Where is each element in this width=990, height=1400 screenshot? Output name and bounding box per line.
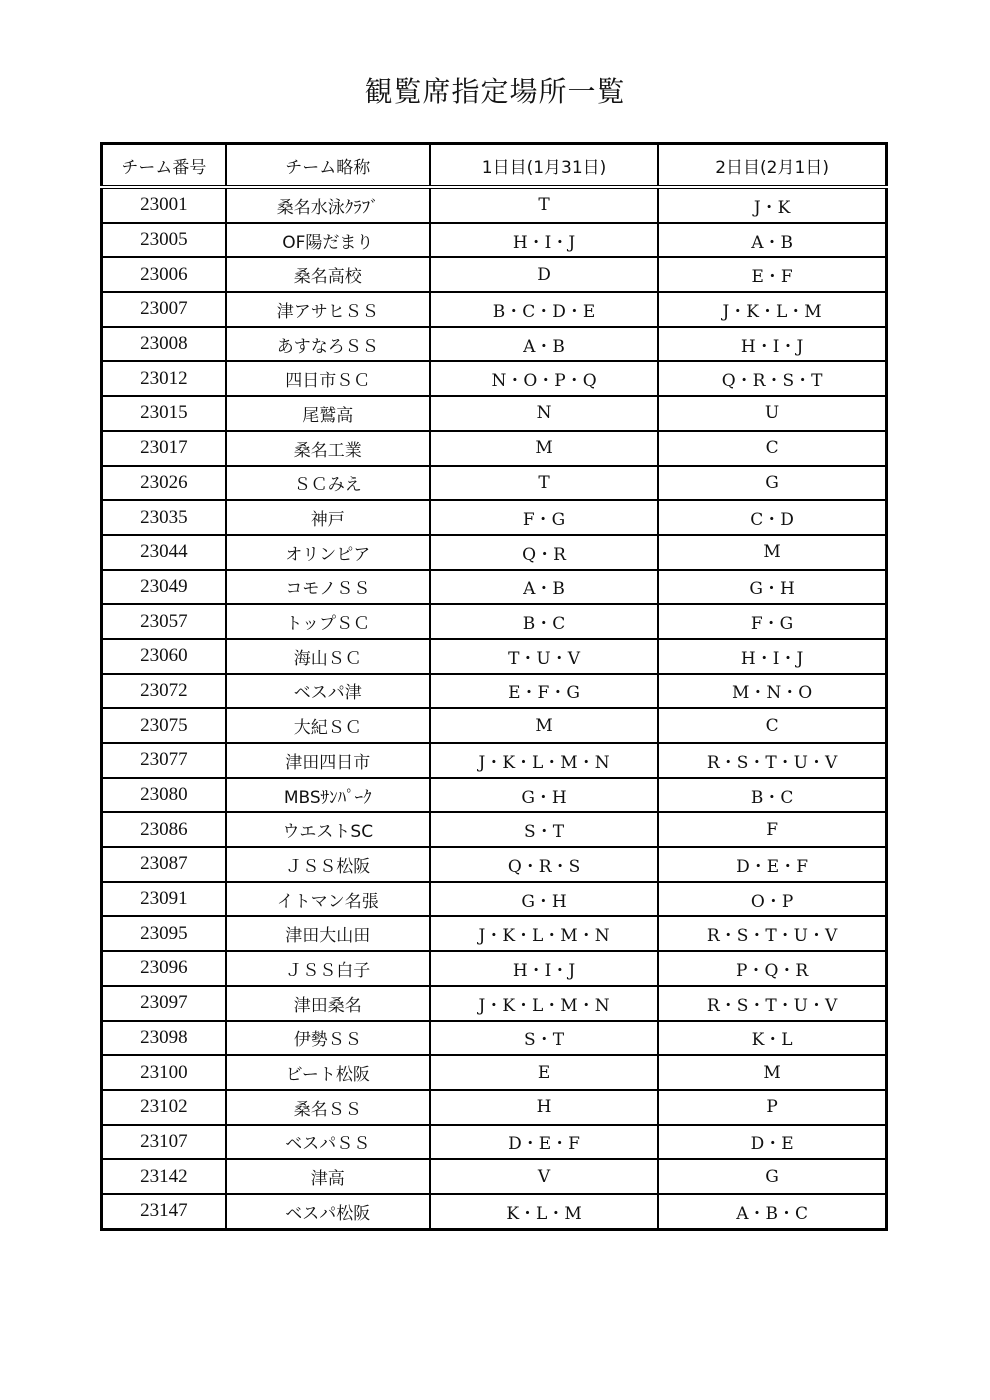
table-row [102, 639, 887, 674]
day1-seats-cell: D・E・F [430, 1125, 658, 1160]
day2-seats-cell: J・K・L・M [658, 292, 886, 327]
table-row [102, 535, 887, 570]
table-row [102, 847, 887, 882]
team-number-cell: 23026 [102, 466, 226, 501]
team-name-cell: 津高 [226, 1159, 430, 1194]
team-number-cell: 23005 [102, 223, 226, 258]
team-number-cell: 23096 [102, 951, 226, 986]
team-name-cell: 津田大山田 [226, 916, 430, 951]
team-name-cell: ＪＳＳ白子 [226, 951, 430, 986]
day1-seats-cell: M [430, 431, 658, 466]
team-name-cell: 四日市ＳＣ [226, 361, 430, 396]
day2-seats-cell: D・E [658, 1125, 886, 1160]
table-row [102, 743, 887, 778]
table-row [102, 570, 887, 605]
team-number-cell: 23060 [102, 639, 226, 674]
table-row [102, 1090, 887, 1125]
day1-seats-cell: E・F・G [430, 674, 658, 709]
day1-seats-cell: G・H [430, 778, 658, 813]
table-body [102, 187, 887, 1229]
team-name-cell: 桑名ＳＳ [226, 1090, 430, 1125]
team-number-cell: 23080 [102, 778, 226, 813]
day1-seats-cell: S・T [430, 1021, 658, 1056]
team-number-cell: 23102 [102, 1090, 226, 1125]
team-number-cell: 23087 [102, 847, 226, 882]
team-name-cell: あすなろＳＳ [226, 327, 430, 362]
team-name-cell: 伊勢ＳＳ [226, 1021, 430, 1056]
table-row [102, 778, 887, 813]
table-row [102, 812, 887, 847]
day2-seats-cell: J・K [658, 187, 886, 223]
team-number-cell: 23072 [102, 674, 226, 709]
day1-seats-cell: N・O・P・Q [430, 361, 658, 396]
day2-seats-cell: A・B [658, 223, 886, 258]
day1-seats-cell: A・B [430, 327, 658, 362]
team-number-cell: 23049 [102, 570, 226, 605]
team-number-cell: 23097 [102, 986, 226, 1021]
team-name-cell: OF陽だまり [226, 223, 430, 258]
day1-seats-cell: J・K・L・M・N [430, 743, 658, 778]
day1-seats-cell: E [430, 1055, 658, 1090]
day1-seats-cell: T [430, 187, 658, 223]
table-row [102, 916, 887, 951]
day2-seats-cell: H・I・J [658, 639, 886, 674]
team-number-cell: 23035 [102, 500, 226, 535]
table-row [102, 257, 887, 292]
page-title: 観覧席指定場所一覧 [364, 75, 626, 108]
day2-seats-cell: B・C [658, 778, 886, 813]
team-number-cell: 23091 [102, 882, 226, 917]
table-row [102, 1021, 887, 1056]
seating-table [100, 142, 888, 1231]
header-row [102, 144, 887, 188]
day2-seats-cell: R・S・T・U・V [658, 916, 886, 951]
team-number-cell: 23001 [102, 187, 226, 223]
table-row [102, 708, 887, 743]
table-row [102, 604, 887, 639]
team-number-cell: 23015 [102, 396, 226, 431]
team-name-cell: 尾鷲高 [226, 396, 430, 431]
team-number-cell: 23007 [102, 292, 226, 327]
team-number-cell: 23107 [102, 1125, 226, 1160]
team-name-cell: ベスパＳＳ [226, 1125, 430, 1160]
day1-seats-cell: V [430, 1159, 658, 1194]
day2-seats-cell: A・B・C [658, 1194, 886, 1229]
table-row [102, 500, 887, 535]
table-row [102, 951, 887, 986]
header-day2: 2日目(2月1日) [658, 144, 886, 188]
table-row [102, 431, 887, 466]
day1-seats-cell: N [430, 396, 658, 431]
team-number-cell: 23100 [102, 1055, 226, 1090]
day1-seats-cell: S・T [430, 812, 658, 847]
team-name-cell: イトマン名張 [226, 882, 430, 917]
team-name-cell: コモノＳＳ [226, 570, 430, 605]
team-number-cell: 23006 [102, 257, 226, 292]
day1-seats-cell: F・G [430, 500, 658, 535]
team-name-cell: オリンピア [226, 535, 430, 570]
day1-seats-cell: H [430, 1090, 658, 1125]
day2-seats-cell: G・H [658, 570, 886, 605]
team-number-cell: 23098 [102, 1021, 226, 1056]
day2-seats-cell: U [658, 396, 886, 431]
team-number-cell: 23142 [102, 1159, 226, 1194]
day2-seats-cell: H・I・J [658, 327, 886, 362]
day1-seats-cell: H・I・J [430, 951, 658, 986]
header-day1: 1日目(1月31日) [430, 144, 658, 188]
table-row [102, 882, 887, 917]
team-name-cell: 神戸 [226, 500, 430, 535]
day1-seats-cell: A・B [430, 570, 658, 605]
team-number-cell: 23075 [102, 708, 226, 743]
day2-seats-cell: F [658, 812, 886, 847]
table-row [102, 986, 887, 1021]
team-name-cell: 津田桑名 [226, 986, 430, 1021]
table-row [102, 1159, 887, 1194]
table-row [102, 1125, 887, 1160]
table-row [102, 466, 887, 501]
day1-seats-cell: M [430, 708, 658, 743]
team-name-cell: 津田四日市 [226, 743, 430, 778]
day2-seats-cell: D・E・F [658, 847, 886, 882]
table-row [102, 187, 887, 223]
team-name-cell: 大紀ＳＣ [226, 708, 430, 743]
day2-seats-cell: E・F [658, 257, 886, 292]
day2-seats-cell: G [658, 1159, 886, 1194]
team-name-cell: 海山ＳＣ [226, 639, 430, 674]
table-row [102, 1194, 887, 1229]
team-name-cell: ウエストSC [226, 812, 430, 847]
table-row [102, 361, 887, 396]
team-name-cell: ベスパ津 [226, 674, 430, 709]
day2-seats-cell: M [658, 1055, 886, 1090]
team-name-cell: トップＳＣ [226, 604, 430, 639]
team-number-cell: 23008 [102, 327, 226, 362]
day2-seats-cell: P・Q・R [658, 951, 886, 986]
day1-seats-cell: D [430, 257, 658, 292]
day2-seats-cell: G [658, 466, 886, 501]
table-row [102, 674, 887, 709]
day2-seats-cell: C・D [658, 500, 886, 535]
team-name-cell: 桑名高校 [226, 257, 430, 292]
day1-seats-cell: J・K・L・M・N [430, 916, 658, 951]
team-number-cell: 23012 [102, 361, 226, 396]
team-name-cell: ＳＣみえ [226, 466, 430, 501]
table-row [102, 327, 887, 362]
day2-seats-cell: M・N・O [658, 674, 886, 709]
header-team-abbrev: チーム略称 [226, 144, 430, 188]
team-number-cell: 23095 [102, 916, 226, 951]
team-name-cell: 桑名工業 [226, 431, 430, 466]
day1-seats-cell: B・C [430, 604, 658, 639]
header-team-number: チーム番号 [102, 144, 226, 188]
team-name-cell: ＪＳＳ松阪 [226, 847, 430, 882]
table-row [102, 396, 887, 431]
day2-seats-cell: O・P [658, 882, 886, 917]
day2-seats-cell: C [658, 708, 886, 743]
day1-seats-cell: Q・R・S [430, 847, 658, 882]
day2-seats-cell: F・G [658, 604, 886, 639]
day1-seats-cell: G・H [430, 882, 658, 917]
team-number-cell: 23147 [102, 1194, 226, 1229]
team-name-cell: ベスパ松阪 [226, 1194, 430, 1229]
day2-seats-cell: Q・R・S・T [658, 361, 886, 396]
team-number-cell: 23017 [102, 431, 226, 466]
day2-seats-cell: R・S・T・U・V [658, 743, 886, 778]
day1-seats-cell: H・I・J [430, 223, 658, 258]
table-row [102, 223, 887, 258]
team-number-cell: 23057 [102, 604, 226, 639]
day2-seats-cell: C [658, 431, 886, 466]
team-name-cell: ビート松阪 [226, 1055, 430, 1090]
day1-seats-cell: B・C・D・E [430, 292, 658, 327]
team-name-cell: MBSｻﾝﾊﾟｰｸ [226, 778, 430, 813]
day1-seats-cell: T・U・V [430, 639, 658, 674]
team-number-cell: 23044 [102, 535, 226, 570]
day2-seats-cell: K・L [658, 1021, 886, 1056]
day1-seats-cell: Q・R [430, 535, 658, 570]
team-name-cell: 津アサヒＳＳ [226, 292, 430, 327]
day1-seats-cell: K・L・M [430, 1194, 658, 1229]
table-row [102, 292, 887, 327]
day1-seats-cell: T [430, 466, 658, 501]
day2-seats-cell: M [658, 535, 886, 570]
day2-seats-cell: R・S・T・U・V [658, 986, 886, 1021]
day1-seats-cell: J・K・L・M・N [430, 986, 658, 1021]
day2-seats-cell: P [658, 1090, 886, 1125]
team-number-cell: 23077 [102, 743, 226, 778]
table-row [102, 1055, 887, 1090]
team-number-cell: 23086 [102, 812, 226, 847]
team-name-cell: 桑名水泳ｸﾗﾌﾞ [226, 187, 430, 223]
